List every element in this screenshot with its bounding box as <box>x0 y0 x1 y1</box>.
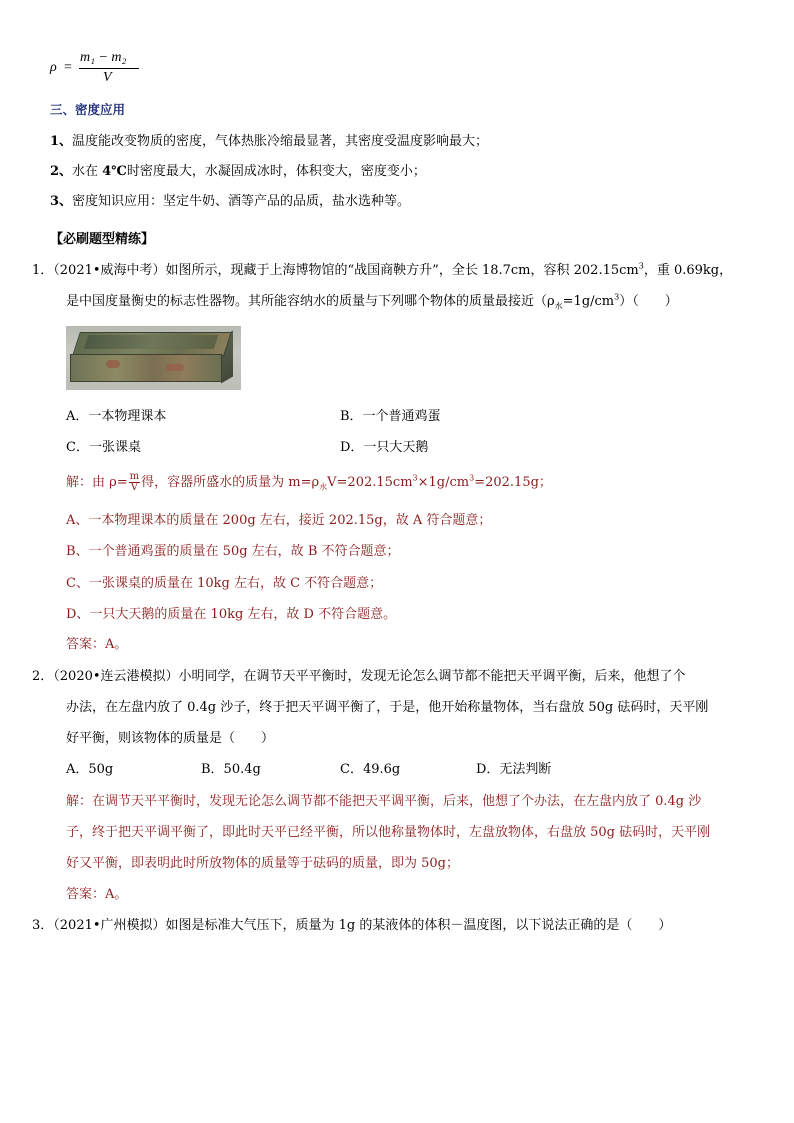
q2-line-2: 办法，在左盘内放了 0.4g 沙子，终于把天平调平衡了，于是，他开始称量物体，当右盘放 50g 砝码时，天平刚 <box>66 700 709 715</box>
q1-solution-b: B、一个普通鸡蛋的质量在 50g 左右，故 B 不符合题意； <box>66 544 400 559</box>
q1-solution-a: A、一本物理课本的质量在 200g 左右，接近 202.15g，故 A 符合题意； <box>66 513 492 528</box>
formula-denominator: V <box>103 70 112 85</box>
section-title: 三、密度应用 <box>50 102 126 117</box>
density-formula <box>50 50 140 90</box>
q1-line-1: 1．（2021•威海中考）如图所示，现藏于上海博物馆的“战国商鞅方升”，全长 18.7cm，容积 $202.15cm^3$，重 0.69kg， <box>32 261 733 278</box>
fraction-bar <box>79 68 139 69</box>
q2-option-c: C．49.6g <box>340 762 401 777</box>
q2-line-1: 2．（2020•连云港模拟）小明同学，在调节天平平衡时，发现无论怎么调节都不能把天平调平衡，后来，他想了个 <box>32 669 686 684</box>
q2-option-d: D．无法判断 <box>476 762 552 777</box>
section-item-3: 3、密度知识应用：坚定牛奶、酒等产品的品质，盐水选种等。 <box>50 194 411 209</box>
q2-solution-line-2: 子，终于把天平调平衡了，即此时天平已经平衡，所以他称量物体时，左盘放物体，右盘放 50g 砝码时，天平刚 <box>66 825 711 840</box>
q1-option-b: B．一个普通鸡蛋 <box>340 409 441 424</box>
q2-line-3: 好平衡，则该物体的质量是（ ） <box>66 731 275 746</box>
q1-solution-d: D、一只大天鹅的质量在 10kg 左右，故 D 不符合题意。 <box>66 607 397 622</box>
q2-answer: 答案：A。 <box>66 887 128 902</box>
q2-option-a: A．50g <box>66 762 114 777</box>
q2-solution-line-1: 解：在调节天平平衡时，发现无论怎么调节都不能把天平调平衡，后来，他想了个办法，在左盘内放了 0.4g 沙 <box>66 794 702 809</box>
bronze-measuring-box-photo <box>66 326 241 390</box>
q2-solution-line-3: 好又平衡，即表明此时所放物体的质量等于砝码的质量，即为 50g； <box>66 856 459 871</box>
q1-option-d: D．一只大天鹅 <box>340 440 429 455</box>
practice-title: 【必刷题型精练】 <box>50 232 155 247</box>
section-item-2: 2、水在 4℃时密度最大，水凝固成冰时，体积变大，密度变小； <box>50 164 426 179</box>
q3-line-1: 3．（2021•广州模拟）如图是标准大气压下，质量为 1g 的某液体的体积－温度图，以下说法正确的是（ ） <box>32 918 672 933</box>
section-item-1: 1、温度能改变物质的密度，气体热胀冷缩最显著，其密度受温度影响最大； <box>50 134 489 149</box>
q1-solution-c: C、一张课桌的质量在 10kg 左右，故 C 不符合题意； <box>66 576 383 591</box>
q1-option-a: A．一本物理课本 <box>66 409 167 424</box>
formula-equals: = <box>64 60 72 75</box>
q1-line-2: 是中国度量衡史的标志性器物。其所能容纳水的质量与下列哪个物体的质量最接近$(\rho_水=1g/cm^3)$（ ） <box>66 292 678 311</box>
formula-numerator: m₁ − m₂ <box>80 50 127 65</box>
mass-over-volume-fraction: $\frac{m}{V}$ <box>129 471 140 493</box>
formula-rho: ρ <box>50 60 57 75</box>
q1-answer: 答案：A。 <box>66 637 128 652</box>
q2-option-b: B．50.4g <box>201 762 261 777</box>
q1-solution-line-1: 解：由 ρ= $\frac{m}{V}$ 得，容器所盛水的质量为 $m=\rho_水V=202.15cm^3\times 1g/cm^3=202.15g$； <box>66 471 552 493</box>
q1-option-c: C．一张课桌 <box>66 440 141 455</box>
